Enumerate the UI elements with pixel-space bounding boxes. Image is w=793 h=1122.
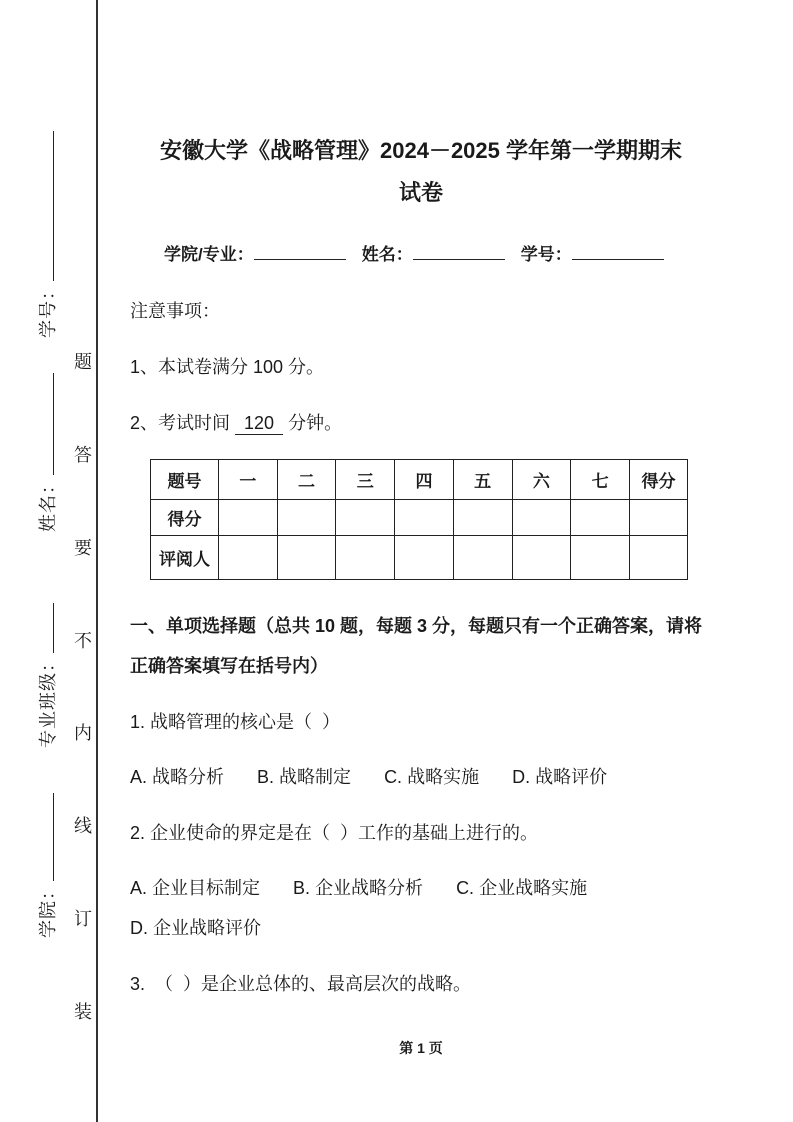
score-cell bbox=[277, 499, 336, 535]
sidebar-field-student-id bbox=[34, 131, 60, 338]
binding-char: 订 bbox=[74, 909, 92, 930]
option-b: B. 战略制定 bbox=[257, 767, 352, 788]
grader-cell bbox=[630, 535, 688, 579]
binding-char: 不 bbox=[74, 630, 92, 651]
score-cell bbox=[219, 499, 278, 535]
grader-cell bbox=[219, 535, 278, 579]
score-table-header-cell: 三 bbox=[336, 459, 395, 499]
question-2-options bbox=[130, 869, 712, 948]
grader-cell bbox=[336, 535, 395, 579]
info-field-blank-line bbox=[572, 256, 664, 260]
score-table-grader-row bbox=[151, 535, 688, 579]
info-field-college bbox=[164, 240, 346, 265]
binding-char: 线 bbox=[74, 816, 92, 837]
page-footer: 第 1 页 bbox=[399, 1040, 443, 1056]
exam-title-line-1: 安徽大学《战略管理》2024－2025 学年第一学期期末 bbox=[160, 138, 682, 163]
sidebar-field-name bbox=[34, 373, 60, 532]
option-d: D. 企业战略评价 bbox=[130, 917, 262, 938]
grader-cell bbox=[395, 535, 454, 579]
grader-row-label: 评阅人 bbox=[151, 535, 219, 579]
score-table-header-cell: 五 bbox=[453, 459, 512, 499]
binding-char: 装 bbox=[74, 1001, 92, 1022]
notice-heading: 注意事项： bbox=[130, 300, 220, 321]
binding-char: 题 bbox=[74, 352, 92, 372]
info-field-label: 学号： bbox=[520, 244, 572, 264]
binding-char: 答 bbox=[74, 444, 92, 465]
student-info-row bbox=[130, 240, 712, 265]
score-row-label: 得分 bbox=[151, 499, 219, 535]
sidebar-field-blank-line bbox=[50, 793, 54, 881]
grader-cell bbox=[571, 535, 630, 579]
exam-title-line-2: 试卷 bbox=[398, 179, 443, 205]
exam-duration-value: 120 bbox=[235, 413, 283, 435]
grader-cell bbox=[512, 535, 571, 579]
score-table-header-cell: 七 bbox=[571, 459, 630, 499]
option-c: C. 战略实施 bbox=[384, 767, 480, 788]
question-3-text: 3. （ ）是企业总体的、最高层次的战略。 bbox=[130, 973, 472, 994]
score-cell bbox=[336, 499, 395, 535]
info-field-label: 姓名： bbox=[361, 244, 413, 264]
option-b: B. 企业战略分析 bbox=[293, 878, 424, 899]
score-table-header-cell: 二 bbox=[277, 459, 336, 499]
exam-content bbox=[130, 118, 712, 1020]
option-c: C. 企业战略实施 bbox=[456, 878, 588, 899]
question-1-text: 1. 战略管理的核心是（ ） bbox=[130, 711, 341, 732]
sidebar-field-label: 姓名： bbox=[38, 475, 58, 532]
info-field-id bbox=[521, 240, 664, 265]
sidebar-field-label: 学院： bbox=[38, 881, 58, 938]
sidebar-field-class bbox=[34, 603, 60, 748]
notice-item-1: 1、本试卷满分 100 分。 bbox=[130, 356, 325, 377]
grader-cell bbox=[453, 535, 512, 579]
sidebar-field-label: 专业班级： bbox=[38, 653, 58, 748]
binding-text-column bbox=[72, 348, 94, 1024]
info-field-blank-line bbox=[413, 256, 505, 260]
score-cell bbox=[453, 499, 512, 535]
question-1-options bbox=[130, 758, 712, 798]
grader-cell bbox=[277, 535, 336, 579]
sidebar-field-blank-line bbox=[50, 131, 54, 281]
score-table-header-cell: 一 bbox=[219, 459, 278, 499]
notice-item-2-pre: 2、考试时间 bbox=[130, 412, 231, 433]
score-cell bbox=[395, 499, 454, 535]
binding-char: 内 bbox=[74, 723, 92, 744]
sidebar-field-college bbox=[34, 793, 60, 938]
question-2-text: 2. 企业使命的界定是在（ ）工作的基础上进行的。 bbox=[130, 822, 539, 843]
score-table-header-cell: 四 bbox=[395, 459, 454, 499]
score-table-score-row bbox=[151, 499, 688, 535]
sidebar-field-blank-line bbox=[50, 373, 54, 475]
option-d: D. 战略评价 bbox=[512, 767, 608, 788]
score-cell bbox=[571, 499, 630, 535]
info-field-name bbox=[362, 240, 505, 265]
option-a: A. 企业目标制定 bbox=[130, 878, 261, 899]
info-field-label: 学院/专业： bbox=[164, 244, 254, 264]
score-table bbox=[150, 459, 688, 580]
notice-item-2 bbox=[130, 409, 712, 435]
score-table-header-cell: 六 bbox=[512, 459, 571, 499]
score-table-header-cell: 题号 bbox=[151, 459, 219, 499]
sidebar-field-label: 学号： bbox=[38, 281, 58, 338]
score-table-header-row bbox=[151, 459, 688, 499]
option-a: A. 战略分析 bbox=[130, 767, 225, 788]
exam-title bbox=[130, 130, 712, 214]
score-cell bbox=[630, 499, 688, 535]
notice-item-2-post: 分钟。 bbox=[288, 412, 343, 433]
score-cell bbox=[512, 499, 571, 535]
sidebar-field-blank-line bbox=[50, 603, 54, 653]
binding-char: 要 bbox=[74, 537, 92, 558]
info-field-blank-line bbox=[254, 256, 346, 260]
score-table-header-cell: 得分 bbox=[630, 459, 688, 499]
binding-line-rule bbox=[96, 0, 98, 1122]
section-one-heading: 一、单项选择题（总共 10 题，每题 3 分，每题只有一个正确答案，请将正确答案填写在括号内） bbox=[130, 615, 703, 677]
